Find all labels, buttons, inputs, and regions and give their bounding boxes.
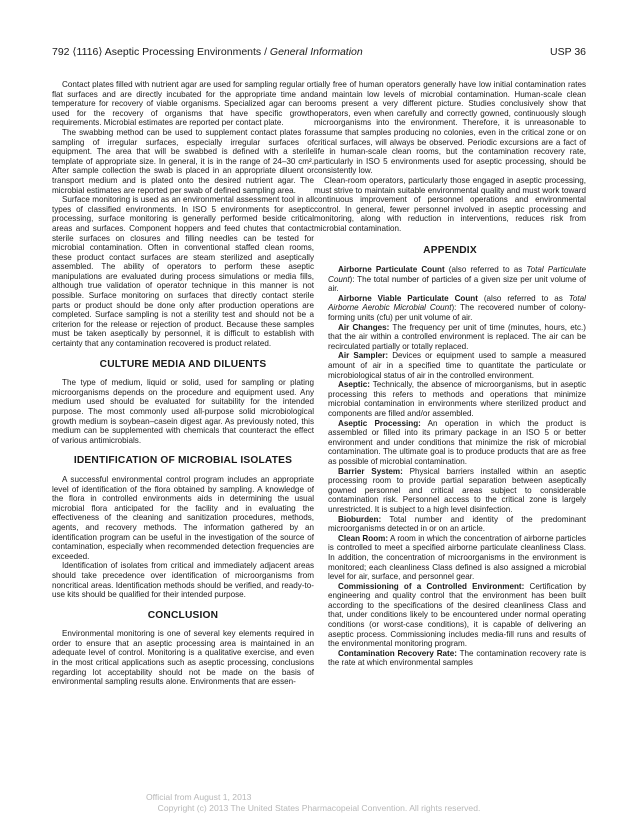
paragraph-conclusion: Environmental monitoring is one of several key elements required in order to ensure that an aseptic processing area is maintained in an adequate level of control. Monitoring is a qualitative exercise, and even in the most critical applications such as aseptic processing, conclusions regarding lot acceptability should not be made on the basis of environmental sampling results alone. Environments that are essen-: [52, 629, 314, 687]
definition-bioburden: Bioburden: Total number and identity of the predominant microorganisms detected in or on an article.: [328, 514, 586, 534]
paragraph-culture-media: The type of medium, liquid or solid, used for sampling or plating microorganisms depends on the procedure and equipment used. Any medium used should be evaluated for suitability for the intended purpose. The most commonly used all-purpose solid microbiological growth medium is soybean–casein digest agar. As previously noted, this medium can be supplemented with chemicals that counteract the effect of various antimicrobials.: [52, 378, 314, 445]
definition-barrier-system: Barrier System: Physical barriers installed within an aseptic processing room to provide partial separation between aseptically gowned personnel and critical areas subject to considerable contamination risk. Personnel access to the critical zone is largely unrestricted. It is subject to a high level disinfection.: [328, 466, 586, 514]
heading-identification: IDENTIFICATION OF MICROBIAL ISOLATES: [73, 455, 293, 467]
definition-airborne-viable-count: Airborne Viable Particulate Count (also referred to as Total Airborne Aerobic Microbial Count): The recovered number of colony-forming units (cfu) per unit volume of air.: [328, 293, 586, 323]
heading-conclusion: CONCLUSION: [147, 609, 219, 621]
paragraph-identification-2: Identification of isolates from critical and immediately adjacent areas should take precedence over identification of microorganisms from noncritical areas. Identification methods should be verified, and ready-to-use kits should be qualified for their intended purpose.: [52, 561, 314, 600]
paragraph-surface-monitoring: Surface monitoring is used as an environmental assessment tool in all types of classified environments. In ISO 5 environments for aseptic processing, surface monitoring is generally performed beside critical areas and surfaces. Component hoppers and feed chutes that contact sterile surfaces on closures and filling needles can be tested for microbial contamination. Often in conventional staffed clean rooms, these product contact surfaces are steam sterilized and aseptically assembled. The ability of operators to perform these aseptic manipulations are evaluated during process simulations or media fills, although true validation of operator technique in this manner is not possible. Surface monitoring on surfaces that directly contact sterile parts or product should be done only after production operations are completed. Surface sampling is not a sterility test and should not be a criterion for the release or rejection of product. Because these samples must be taken aseptically by personnel, it is difficult to establish with certainty that any contamination recovered is product related.: [52, 195, 314, 349]
page-header: [52, 44, 586, 60]
right-column: [314, 80, 586, 668]
definition-aseptic: Aseptic: Technically, the absence of microorganisms, but in aseptic processing this refers to methods and operations that minimize microbial contamination in environments where sterilized product and components are filled and/or assembled.: [328, 380, 586, 418]
heading-culture-media: CULTURE MEDIA AND DILUENTS: [99, 358, 267, 370]
edition-label: USP 36: [550, 46, 586, 58]
definition-commissioning: Commissioning of a Controlled Environment: Certification by engineering and quality control that the environment has been built according to the specifications of the desired cleanliness Class and that, under conditions likely to be encountered under normal operating conditions (or worst-case conditions), it is capable of delivering an aseptic process. Commissioning includes media-fill runs and results of the environmental monitoring program.: [328, 581, 586, 649]
section-name: General Information: [269, 46, 363, 58]
definition-clean-room: Clean Room: A room in which the concentration of airborne particles is controlled to meet a specified airborne particulate cleanliness Class. In addition, the concentration of microorganisms in the environment is monitored; each cleanliness Class defined is also assigned a microbial level for air, surface, and personnel gear.: [328, 533, 586, 582]
paragraph-identification-1: A successful environmental control program includes an appropriate level of identification of the flora obtained by sampling. A knowledge of the flora in controlled environments aids in determining the usual microbial flora anticipated for the facility and in evaluating the effectiveness of the cleaning and sanitization procedures, methods, agents, and recovery methods. The information gathered by an identification program can be useful in the investigation of the source of contamination, especially when recommended detection frequencies are exceeded.: [52, 474, 314, 561]
paragraph-clean-room-operators: Clean-room operators, particularly those engaged in aseptic processing, must strive to maintain suitable environmental quality and must work toward continuous improvement of personnel operations and environmental control. In general, fewer personnel involved in aseptic processing and monitoring, along with reduction in interventions, reduces risk from microbial contamination.: [314, 175, 586, 233]
definition-airborne-particulate-count: Airborne Particulate Count (also referred to as Total Particulate Count): The total number of particles of a given size per unit volume of air.: [328, 265, 586, 294]
left-column: [52, 80, 314, 687]
paragraph-swabbing: The swabbing method can be used to supplement contact plates for sampling of irregular surfaces, especially irregular surfaces of equipment. The area that will be swabbed is defined with a sterile template of appropriate size. In general, it is in the range of 24–30 cm². After sample collection the swab is placed in an appropriate diluent or transport medium and is plated onto the desired nutrient agar. The microbial estimates are reported per swab of defined sampling area.: [52, 127, 314, 195]
page-footer: [0, 792, 638, 814]
definition-aseptic-processing: Aseptic Processing: An operation in which the product is assembled or filled into its primary package in an ISO 5 or better environment and under conditions that minimize the risk of microbial contamination. The ultimate goal is to produce products that are as free as possible of microbial contamination.: [328, 418, 586, 466]
copyright-note: Copyright (c) 2013 The United States Pharmacopeial Convention. All rights reserved.: [157, 803, 481, 813]
paragraph-continuation: tially free of human operators generally have low initial contamination rates and maintain low levels of microbial contamination. Human-scale clean rooms present a very different picture. Studies conclusively show that operators, even when carefully and correctly gowned, continuously slough microorganisms into the environment. Therefore, it is unreasonable to assume that samples producing no colonies, even in the critical zone or on critical surfaces, will always be observed. Periodic excursions are a fact of life in human-scale clean rooms, but the contamination recovery rate, particularly in ISO 5 environments used for aseptic processing, should be consistently low.: [314, 80, 586, 176]
official-date-note: Official from August 1, 2013: [146, 792, 252, 802]
definition-air-changes: Air Changes: The frequency per unit of time (minutes, hours, etc.) that the air within a controlled environment is replaced. The air can be recirculated partially or totally replaced.: [328, 322, 586, 351]
page-reference: 792 ⟨1116⟩ Aseptic Processing Environments /: [52, 46, 270, 58]
definition-contamination-recovery-rate: Contamination Recovery Rate: The contamination recovery rate is the rate at which environmental samples: [328, 648, 586, 668]
definition-air-sampler: Air Sampler: Devices or equipment used to sample a measured amount of air in a specified time to quantitate the particulate or microbiological status of air in the controlled environment.: [328, 351, 586, 380]
running-title: [52, 46, 363, 58]
heading-appendix: APPENDIX: [423, 244, 477, 256]
paragraph-contact-plates: Contact plates filled with nutrient agar are used for sampling regular or flat surfaces and are directly incubated for the appropriate time and temperature for recovery of viable organisms. Specialized agar can be used for the recovery of organisms that have specific growth requirements. Microbial estimates are reported per contact plate.: [52, 80, 314, 128]
